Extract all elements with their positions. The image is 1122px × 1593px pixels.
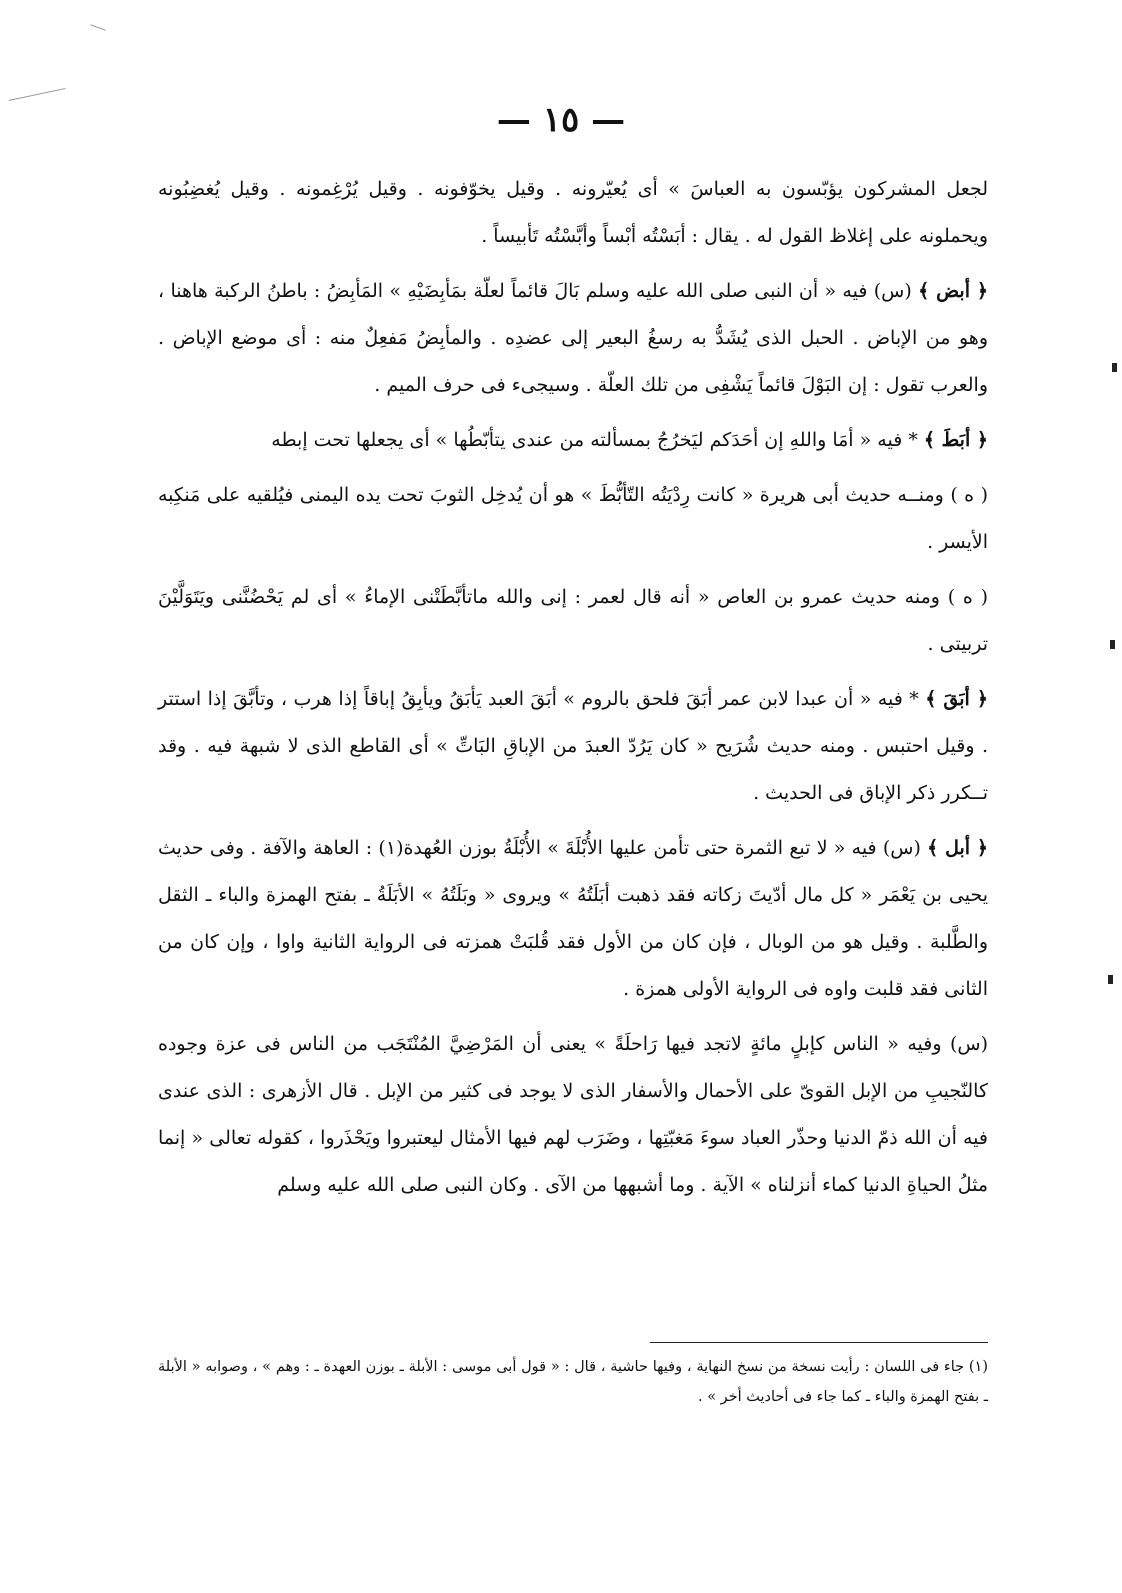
page-number: — ١٥ — — [496, 100, 626, 140]
paragraph-text: لجعل المشركون يؤبّسون به العباسَ » أى يُعيّرونه . وقيل يخوّفونه . وقيل يُرْغِمونه . وقيل يُغضِبُونه ويحملونه على إغلاظ القول له . يقال : أبَسْتُه أبْساً وأبَّسْتُه تَأبيساً . — [158, 178, 988, 247]
entry-paragraph — [158, 676, 988, 817]
paragraph-text: فيه « أن النبى صلى الله عليه وسلم بَالَ قائماً لعلّة بمَأبِضَيْهِ » المَأبِضُ : باطنُ الركبة هاهنا ، وهو من الإباض . الحبل الذى يُشَدُّ به رسغُ البعير إلى عضدِه . والمأبِضُ مَفعِلٌ منه : أى موضع الإباض . والعرب تقول : إن البَوْلَ قائماً يَشْفِى من تلك العلّة . وسيجىء فى حرف الميم . — [158, 280, 988, 396]
paragraph-text: وفيه « الناس كإبلٍ مائةٍ لاتجد فيها رَاحلَةً » يعنى أن المَرْضِيَّ المُنْتَجَب من الناس فى عزة وجوده كالنّجيبِ من الإبل القوىّ على الأحمال والأسفار الذى لا يوجد فى كثير من الإبل . قال الأزهرى : الذى عندى فيه أن الله ذمّ الدنيا وحذّر العباد سوءَ مَغبّتِها ، وضَرَب لهم فيها الأمثال ليعتبروا ويَحْذَروا ، كقوله تعالى « إنما مثلُ الحياةِ الدنيا كماء أنزلناه » الآية . وما أشبهها من الآى . وكان النبى صلى الله عليه وسلم — [158, 1033, 988, 1196]
source-marker: (س) — [949, 1033, 988, 1055]
source-marker: * — [908, 429, 918, 451]
entry-paragraph — [158, 268, 988, 409]
margin-mark — [1112, 363, 1117, 372]
entry-heading: ﴿ أبَقَ ﴾ — [925, 688, 988, 710]
margin-mark — [1110, 640, 1115, 649]
paragraph — [158, 574, 988, 668]
paragraph — [158, 472, 988, 566]
entry-heading: ﴿ أبل ﴾ — [927, 837, 989, 859]
entry-paragraph — [158, 825, 988, 1013]
paragraph-text: ومنه حديث عمرو بن العاص « أنه قال لعمر : إنى والله ماتأبَّطَتْنى الإماءُ » أى لم يَحْضُنَّنى ويَتَوَلَّيْنَ تربيتى . — [158, 586, 988, 655]
source-marker: (س) — [882, 837, 921, 859]
paragraph-text: فيه « أن عبدا لابن عمر أبَقَ فلحق بالروم » أبَقَ العبد يَأبَقُ ويأبِقُ إباقاً إذا هرب ، وتأبَّقَ إذا استتر . وقيل احتبس . ومنه حديث شُرَيح « كان يَرُدّ العبدَ من الإباقِ البَاتِّ » أى القاطع الذى لا شبهة فيه . وقد تــكرر ذكر الإباق فى الحديث . — [158, 688, 988, 804]
entry-heading: ﴿ أبض ﴾ — [918, 280, 989, 302]
paragraph-text: فيه « أمَا واللهِ إن أحَدَكم ليَخرُجُ بمسألته من عندى يتأبّطُها » أى يجعلها تحت إبطه — [271, 429, 903, 451]
entry-paragraph — [158, 417, 988, 464]
paragraph-text: ومنــه حديث أبى هريرة « كانت رِدْيَتُه التّأبُّطَ » هو أن يُدخِل الثوبَ تحت يده اليمنى فيُلقيه على مَنكِبه الأيسر . — [158, 484, 988, 553]
paragraph — [158, 166, 988, 260]
entry-heading: ﴿ أبَطَ ﴾ — [923, 429, 988, 451]
body-text — [158, 166, 988, 1217]
paragraph — [158, 1021, 988, 1209]
margin-mark — [1108, 975, 1113, 984]
footnote: (١) جاء فى اللسان : رأيت نسخة من نسخ النهاية ، وفيها حاشية ، قال : « قول أبى موسى : الأبلة ـ بوزن العهدة ـ : وهم » ، وصوابه « الأبلة ـ بفتح الهمزة والباء ـ كما جاء فى أحاديث أخر » . — [158, 1359, 988, 1405]
source-marker: ( ه ) — [947, 586, 989, 608]
scan-artifact — [90, 24, 105, 30]
source-marker: * — [909, 688, 919, 710]
source-marker: (س) — [873, 280, 912, 302]
source-marker: ( ه ) — [950, 484, 989, 506]
footnote-divider — [650, 1342, 988, 1343]
paragraph-text: فيه « لا تبع الثمرة حتى تأمن عليها الأُبْلَةَ » الأُبْلَةُ بوزن العُهدة(١) : العاهة والآفة . وفى حديث يحيى بن يَعْمَر « كل مال أدّيتَ زكاته فقد ذهبت أبَلَتُهُ » ويروى « وبَلَتُهُ » الأبَلَةُ ـ بفتح الهمزة والباء ـ الثقل والطَّلبة . وقيل هو من الوبال ، فإن كان من الأول فقد قُلبَتْ همزته فى الرواية الثانية واوا ، وإن كان من الثانى فقد قلبت واوه فى الرواية الأولى همزة . — [158, 837, 988, 1000]
